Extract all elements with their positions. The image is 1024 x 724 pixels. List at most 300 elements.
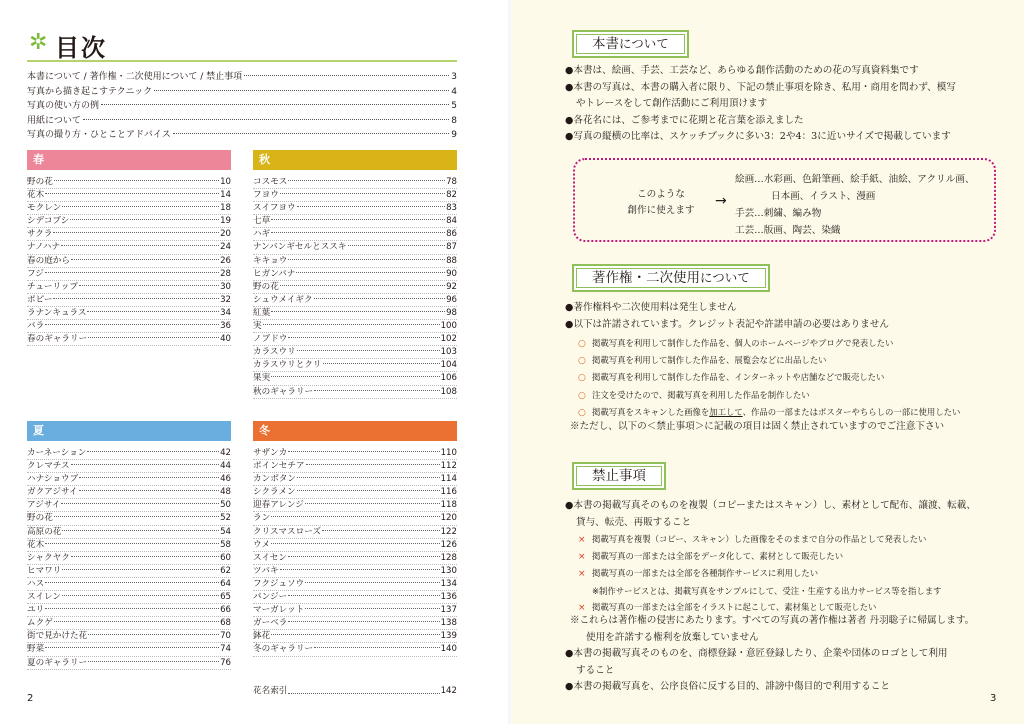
arrow-right-icon: →	[715, 193, 727, 209]
page-title: 目次	[55, 34, 107, 62]
toc-entry-page: 24	[220, 242, 231, 253]
toc-entry-label: フクジュソウ	[253, 578, 305, 589]
toc-entry-label: 野の花	[27, 177, 53, 187]
toc-entry-label: ヒガンバナ	[253, 268, 296, 279]
toc-entry[interactable]	[253, 320, 457, 333]
copyright-text	[565, 300, 1005, 333]
about-line: やトレースをして創作活動にご利用頂けます	[576, 98, 768, 110]
toc-entry[interactable]	[27, 643, 231, 656]
toc-entry-label: 高原の花	[27, 526, 62, 537]
toc-entry[interactable]	[27, 333, 231, 346]
toc-entry[interactable]	[253, 526, 457, 539]
toc-entry-page: 42	[220, 448, 231, 458]
toc-entry-page: 87	[446, 242, 457, 253]
toc-entry[interactable]	[253, 307, 457, 320]
leader-dots	[83, 119, 449, 120]
toc-entry-page: 142	[440, 686, 457, 696]
toc-entry-page: 118	[440, 500, 457, 511]
circle-mark-icon: ○	[578, 407, 586, 418]
toc-entry[interactable]	[27, 447, 231, 460]
toc-entry[interactable]	[253, 372, 457, 385]
toc-entry-label: ポインセチア	[253, 461, 305, 472]
toc-entry[interactable]	[253, 346, 457, 359]
toc-entry-label: フジ	[27, 268, 44, 279]
toc-entry[interactable]	[253, 386, 457, 399]
toc-entry-index[interactable]	[253, 685, 457, 697]
toc-entry[interactable]	[27, 526, 231, 539]
season-items	[27, 176, 231, 346]
toc-entry[interactable]	[253, 539, 457, 552]
toc-entry-label: 秋のギャラリー	[253, 386, 314, 397]
toc-entry-label: ポピー	[27, 294, 53, 305]
leader-dots	[271, 634, 439, 635]
toc-entry-label: 街で見かけた花	[27, 631, 88, 642]
toc-entry-page: 62	[220, 565, 231, 576]
toc-entry-page: 34	[220, 307, 231, 318]
season-spring	[27, 150, 231, 346]
leader-dots	[87, 311, 219, 312]
prohibited-note-line: ※これらは著作権の侵害にあたります。すべての写真の著作権は著者 丹羽聡子に帰属します。	[570, 615, 975, 626]
toc-entry-label: 迎春アレンジ	[253, 500, 304, 511]
season-header: 春	[27, 150, 231, 170]
prohibited-lead	[565, 498, 1005, 531]
prohibited-line: ●本書の掲載写真を、公序良俗に反する目的、誹謗中傷目的で利用すること	[565, 681, 890, 693]
section-title-main: 禁止事項	[592, 468, 646, 484]
leader-dots	[79, 490, 219, 491]
toc-entry-page: 68	[220, 618, 231, 629]
leader-dots	[297, 477, 440, 478]
toc-entry[interactable]	[27, 565, 231, 578]
toc-header	[27, 26, 457, 62]
toc-entry[interactable]	[27, 268, 231, 281]
leader-dots	[271, 376, 439, 377]
toc-entry-label: ナノハナ	[27, 242, 61, 253]
section-label-copyright	[572, 264, 770, 292]
leader-dots	[61, 503, 219, 504]
toc-entry-page: 44	[220, 461, 231, 472]
leader-dots	[61, 245, 219, 246]
toc-entry-label: ノブドウ	[253, 334, 288, 345]
circle-mark-icon: ○	[578, 356, 586, 367]
leader-dots	[71, 464, 219, 465]
usage-line: 手芸…刺繍、編み物	[735, 208, 822, 219]
toc-entry-label: 写真から描き起こすテクニック	[27, 86, 153, 97]
toc-entry-page: 108	[440, 386, 457, 397]
toc-entry-label: 用紙について	[27, 115, 81, 126]
leader-dots	[297, 350, 440, 351]
leader-dots	[263, 324, 440, 325]
toc-entry-label: マーガレット	[253, 605, 305, 616]
toc-entry-page: 106	[440, 373, 457, 384]
leader-dots	[288, 180, 445, 181]
toc-entry-page: 19	[220, 216, 231, 227]
toc-entry-page: 138	[440, 618, 457, 629]
toc-entry[interactable]	[27, 460, 231, 473]
prohibited-text: 掲載写真の一部または全部を各種制作サービスに利用したい	[592, 568, 819, 579]
toc-entry[interactable]	[27, 657, 231, 670]
toc-entry-label: ナンバンギセルとススキ	[253, 242, 347, 253]
toc-entry-page: 88	[446, 255, 457, 266]
toc-entry[interactable]	[27, 486, 231, 499]
toc-entry[interactable]	[27, 128, 457, 143]
toc-entry[interactable]	[253, 604, 457, 617]
toc-entry[interactable]	[27, 512, 231, 525]
toc-entry-page: 9	[451, 130, 457, 140]
toc-entry[interactable]	[27, 215, 231, 228]
leader-dots	[70, 219, 219, 220]
toc-entry-page: 3	[451, 72, 457, 82]
toc-entry-page: 86	[446, 229, 457, 240]
prohibited-item	[578, 531, 998, 548]
toc-entry[interactable]	[27, 176, 231, 189]
leader-dots	[297, 490, 440, 491]
season-winter	[253, 421, 457, 657]
leader-dots	[53, 298, 219, 299]
season-autumn	[253, 150, 457, 399]
toc-entry-label: 紅葉	[253, 307, 271, 318]
leader-dots	[45, 608, 219, 609]
leader-dots	[62, 530, 219, 531]
leader-dots	[62, 569, 219, 570]
toc-entry-label: 写真の撮り方・ひとことアドバイス	[27, 130, 171, 140]
leader-dots	[314, 647, 439, 648]
prohibited-text: 掲載写真を複製（コピー、スキャン）した画像をそのままで自分の作品として発表したい	[592, 534, 927, 544]
toc-entry-page: 134	[440, 578, 457, 589]
toc-entry-page: 26	[220, 255, 231, 266]
toc-entry[interactable]	[253, 565, 457, 578]
toc-entry-page: 74	[220, 644, 231, 655]
toc-entry-label: サザンカ	[253, 448, 288, 458]
toc-entry-page: 92	[446, 281, 457, 292]
toc-entry-label: 冬のギャラリー	[253, 644, 314, 655]
toc-entry[interactable]	[27, 604, 231, 617]
toc-entry-page: 98	[446, 307, 457, 318]
toc-entry-page: 58	[220, 539, 231, 550]
toc-entry[interactable]	[27, 241, 231, 254]
toc-entry-label: ウメ	[253, 539, 270, 550]
toc-entry-label: バラ	[27, 321, 45, 332]
season-items	[27, 447, 231, 670]
toc-entry[interactable]	[253, 215, 457, 228]
copyright-line: ●以下は許諾されています。クレジット表記や許諾申請の必要はありません	[565, 318, 889, 330]
leader-dots	[53, 232, 219, 233]
right-page	[512, 0, 1024, 724]
leader-dots	[288, 259, 445, 260]
toc-entry[interactable]	[253, 643, 457, 656]
cross-mark-icon: ×	[578, 602, 586, 613]
about-text	[565, 63, 1005, 146]
toc-entry-page: 30	[220, 281, 231, 292]
toc-entry-label: クレマチス	[27, 461, 70, 472]
allowed-text: 掲載写真をスキャンした画像を	[592, 406, 710, 417]
toc-entry[interactable]	[253, 578, 457, 591]
toc-entry-page: 116	[440, 487, 457, 498]
cross-mark-icon: ×	[578, 552, 586, 563]
toc-entry-label: ムクゲ	[27, 618, 53, 629]
leader-dots	[271, 516, 439, 517]
prohibited-list	[578, 531, 998, 616]
toc-entry[interactable]	[253, 333, 457, 346]
toc-entry[interactable]	[253, 268, 457, 281]
allowed-text: 注文を受けたので、掲載写真を利用した作品を制作したい	[592, 389, 810, 400]
toc-entry-label: モクレン	[27, 203, 62, 214]
toc-entry[interactable]	[27, 617, 231, 630]
toc-entry-label: アジサイ	[27, 500, 61, 511]
toc-entry-label: サクラ	[27, 229, 53, 240]
toc-entry-page: 112	[440, 461, 457, 472]
toc-entry[interactable]	[253, 499, 457, 512]
section-label-prohibited	[572, 462, 666, 490]
toc-entry-page: 18	[220, 203, 231, 214]
leader-dots	[154, 90, 449, 91]
season-items	[253, 447, 457, 657]
toc-entry-page: 82	[446, 190, 457, 201]
toc-entry[interactable]	[253, 241, 457, 254]
toc-entry-page: 76	[220, 657, 231, 668]
toc-entry-page: 122	[440, 526, 457, 537]
toc-entry-label: カンボタン	[253, 474, 296, 485]
section-title-suffix: について	[619, 36, 669, 51]
leader-dots	[314, 390, 439, 391]
toc-entry-page: 126	[440, 539, 457, 550]
toc-entry[interactable]	[27, 578, 231, 591]
toc-entry-page: 137	[440, 605, 457, 616]
toc-entry[interactable]	[27, 294, 231, 307]
toc-entry-page: 5	[451, 101, 457, 111]
toc-entry-page: 130	[440, 565, 457, 576]
toc-entry-page: 70	[220, 631, 231, 642]
usage-line: 日本画、イラスト、漫画	[771, 191, 876, 202]
toc-entry-label: ガーベラ	[253, 618, 288, 629]
toc-entry-label: ラナンキュラス	[27, 307, 87, 318]
toc-entry-page: 96	[446, 294, 457, 305]
leader-dots	[314, 298, 446, 299]
toc-entry[interactable]	[253, 486, 457, 499]
flower-icon: ✲	[29, 30, 48, 55]
about-line: ●写真の縦横の比率は、スケッチブックに多い3：2や4：3に近いサイズで掲載しています	[565, 131, 951, 143]
toc-entry-label: 春の庭から	[27, 255, 70, 266]
cross-mark-icon: ×	[578, 535, 586, 545]
toc-entry-page: 32	[220, 294, 231, 305]
toc-entry[interactable]	[27, 99, 457, 114]
toc-entry[interactable]	[253, 255, 457, 268]
allowed-item	[578, 335, 998, 352]
season-header: 夏	[27, 421, 231, 441]
toc-entry-label: シクラメン	[253, 487, 296, 498]
leader-dots	[271, 543, 440, 544]
usage-caption-line: 創作に使えます	[627, 205, 695, 216]
toc-entry[interactable]	[253, 176, 457, 189]
toc-entry[interactable]	[253, 359, 457, 372]
leader-dots	[173, 133, 450, 134]
toc-entry[interactable]	[27, 114, 457, 129]
toc-entry-page: 46	[220, 474, 231, 485]
toc-entry[interactable]	[27, 85, 457, 100]
toc-entry[interactable]	[27, 473, 231, 486]
toc-entry[interactable]	[27, 307, 231, 320]
leader-dots	[88, 661, 219, 662]
leader-dots	[297, 206, 446, 207]
leader-dots	[45, 647, 219, 648]
toc-entry-label: 花名索引	[253, 686, 288, 696]
leader-dots	[54, 180, 219, 181]
toc-entry-label: パンジー	[253, 592, 288, 603]
leader-dots	[271, 232, 445, 233]
toc-entry[interactable]	[253, 294, 457, 307]
toc-entry-page: 60	[220, 552, 231, 563]
section-title-main: 著作権・二次使用	[592, 270, 700, 286]
season-summer	[27, 421, 231, 670]
leader-dots	[87, 451, 219, 452]
prohibited-item	[578, 548, 998, 565]
allowed-item	[578, 387, 998, 404]
toc-entry-label: スイレン	[27, 592, 61, 603]
toc-entry-label: カラスウリとクリ	[253, 360, 322, 371]
toc-entry-page: 90	[446, 268, 457, 279]
leader-dots	[79, 477, 219, 478]
toc-entry-label: フヨウ	[253, 190, 279, 201]
toc-entry[interactable]	[27, 499, 231, 512]
leader-dots	[62, 595, 219, 596]
toc-entry-page: 20	[220, 229, 231, 240]
toc-entry[interactable]	[27, 228, 231, 241]
toc-entry-page: 136	[440, 592, 457, 603]
season-header: 冬	[253, 421, 457, 441]
circle-mark-icon: ○	[578, 390, 586, 401]
leader-dots	[79, 285, 219, 286]
prohibited-text: 掲載写真の一部または全部をデータ化して、素材として販売したい	[592, 551, 844, 562]
toc-entry[interactable]	[27, 255, 231, 268]
toc-entry-page: 128	[440, 552, 457, 563]
leader-dots	[271, 311, 445, 312]
toc-entry-page: 50	[220, 500, 231, 511]
toc-entry-page: 114	[440, 474, 457, 485]
toc-entry[interactable]	[27, 281, 231, 294]
toc-entry[interactable]	[253, 460, 457, 473]
circle-mark-icon: ○	[578, 373, 586, 384]
prohibited-item	[578, 565, 998, 582]
toc-entry-label: カーネーション	[27, 448, 87, 458]
usage-box-caption	[611, 187, 711, 219]
usage-caption-line: このような	[637, 189, 685, 200]
leader-dots	[45, 543, 219, 544]
leader-dots	[45, 272, 219, 273]
allowed-item	[578, 369, 998, 386]
toc-entry-label: コスモス	[253, 177, 288, 187]
section-label-about	[572, 30, 689, 58]
allowed-text: 掲載写真を利用して制作した作品を、展覧会などに出品したい	[592, 355, 827, 366]
toc-entry-page: 83	[446, 203, 457, 214]
toc-entry[interactable]	[27, 320, 231, 333]
usage-line: 工芸…版画、陶芸、染織	[735, 225, 841, 236]
toc-entry-label: ハナショウブ	[27, 474, 79, 485]
toc-entry[interactable]	[253, 630, 457, 643]
toc-entry-page: 66	[220, 605, 231, 616]
toc-entry[interactable]	[27, 630, 231, 643]
toc-entry-label: ハス	[27, 578, 45, 589]
toc-entry-label: カラスウリ	[253, 347, 296, 358]
toc-entry-page: 64	[220, 578, 231, 589]
usage-box	[573, 158, 996, 242]
toc-entry[interactable]	[253, 202, 457, 215]
toc-entry[interactable]	[27, 189, 231, 202]
leader-dots	[54, 621, 219, 622]
leader-dots	[305, 503, 440, 504]
toc-entry-label: スイセン	[253, 552, 287, 563]
toc-entry[interactable]	[27, 70, 457, 85]
leader-dots	[323, 363, 440, 364]
toc-entry[interactable]	[253, 552, 457, 565]
toc-entry-page: 54	[220, 526, 231, 537]
leader-dots	[288, 556, 440, 557]
toc-entry-page: 40	[220, 334, 231, 345]
leader-dots	[288, 621, 439, 622]
about-line: ●各花名には、ご参考までに花期と花言葉を添えました	[565, 114, 804, 126]
leader-dots	[45, 193, 219, 194]
leader-dots	[45, 582, 219, 583]
toc-entry[interactable]	[253, 473, 457, 486]
toc-entry[interactable]	[253, 228, 457, 241]
prohibited-note-line: 使用を許諾する権利を放棄していません	[586, 631, 759, 643]
circle-mark-icon: ○	[578, 339, 586, 349]
about-line: ●本書は、絵画、手芸、工芸など、あらゆる創作活動のための花の写真資料集です	[565, 65, 919, 76]
toc-entry[interactable]	[253, 281, 457, 294]
toc-entry-label: 実	[253, 321, 262, 332]
leader-dots	[305, 608, 439, 609]
toc-entry-page: 14	[220, 190, 231, 201]
leader-dots	[88, 337, 219, 338]
usage-box-list	[735, 171, 975, 239]
leader-dots	[288, 337, 439, 338]
toc-entry[interactable]	[253, 591, 457, 604]
toc-entry-label: 本書について / 著作権・二次使用について / 禁止事項	[27, 72, 243, 82]
toc-entry-label: シデコブシ	[27, 216, 70, 227]
toc-entry-page: 100	[440, 321, 457, 332]
toc-entry-page: 139	[440, 631, 457, 642]
usage-line: 絵画…水彩画、色鉛筆画、絵手紙、油絵、アクリル画、	[735, 174, 975, 185]
prohibited-line: ●本書の掲載写真そのものを複製（コピーまたはスキャン）し、素材として配布、譲渡、転載、	[565, 500, 976, 511]
toc-entry-label: ガクアジサイ	[27, 487, 78, 498]
about-line: ●本書の写真は、本書の購入者に限り、下記の禁止事項を除き、私用・商用を問わず、模写	[565, 81, 956, 93]
toc-entry-page: 110	[440, 448, 457, 458]
toc-entry-page: 84	[446, 216, 457, 227]
toc-entry[interactable]	[253, 512, 457, 525]
toc-entry-page: 104	[440, 360, 457, 371]
toc-entry-page: 103	[440, 347, 457, 358]
toc-entry[interactable]	[27, 591, 231, 604]
toc-entry[interactable]	[27, 202, 231, 215]
allowed-text: 掲載写真を利用して制作した作品を、インターネットや店舗などで販売したい	[592, 372, 885, 383]
toc-entry[interactable]	[27, 552, 231, 565]
prohibited-line: 貸与、転売、再販すること	[576, 516, 692, 528]
leader-dots	[288, 595, 439, 596]
toc-entry[interactable]	[253, 617, 457, 630]
prohibited-line: すること	[576, 664, 615, 676]
toc-entry-page: 52	[220, 513, 231, 524]
toc-entry[interactable]	[253, 447, 457, 460]
toc-entry-page: 8	[451, 115, 457, 126]
toc-entry[interactable]	[253, 189, 457, 202]
toc-entry-label: 写真の使い方の例	[27, 101, 100, 111]
toc-entry-label: 果実	[253, 373, 271, 384]
toc-entry-page: 4	[451, 86, 457, 97]
leader-dots	[322, 530, 440, 531]
season-header: 秋	[253, 150, 457, 170]
toc-entry-label: 花木	[27, 190, 45, 201]
toc-entry[interactable]	[27, 539, 231, 552]
allowed-text: 掲載写真を利用して制作した作品を、個人のホームページやブログで発表したい	[592, 338, 894, 348]
toc-entry-label: ラン	[253, 513, 271, 524]
